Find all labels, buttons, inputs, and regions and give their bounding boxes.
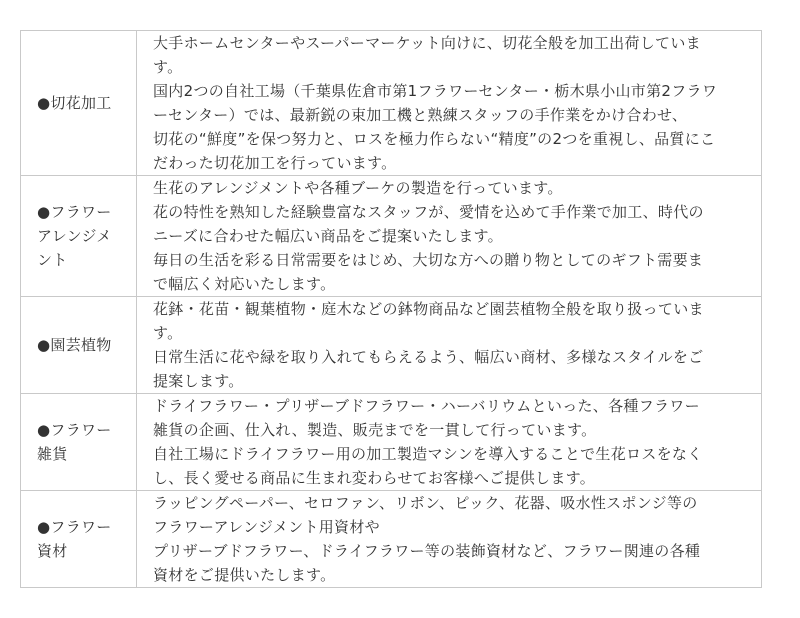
row-description-text: 雑貨の企画、仕入れ、製造、販売までを一貫して行っています。 bbox=[153, 421, 597, 439]
row-description-text: プリザーブドフラワー、ドライフラワー等の装飾資材など、フラワー関連の各種 bbox=[153, 542, 701, 560]
row-description-text: 提案します。 bbox=[153, 372, 244, 390]
row-description-text: 自社工場にドライフラワー用の加工製造マシンを導入することで生花ロスをなく bbox=[153, 445, 703, 463]
row-description-text: す。 bbox=[153, 324, 183, 342]
row-label-cell bbox=[21, 491, 137, 588]
row-description-text: し、長く愛せる商品に生まれ変わらせてお客様へご提供します。 bbox=[153, 469, 596, 487]
row-label-cell bbox=[21, 176, 137, 297]
row-label-text: アレンジメ bbox=[37, 227, 112, 245]
row-label-text: ント bbox=[37, 251, 68, 269]
row-label-text: ●切花加工 bbox=[37, 94, 112, 112]
row-label-cell bbox=[21, 297, 137, 394]
row-description-text: 切花の“鮮度”を保つ努力と、ロスを極力作らない“精度”の2つを重視し、品質にこ bbox=[153, 130, 716, 148]
row-label-text: ●フラワー bbox=[37, 421, 112, 439]
row-description-text: で幅広く対応いたします。 bbox=[153, 275, 336, 293]
row-label-text: ●フラワー bbox=[37, 203, 112, 221]
row-description-cell bbox=[137, 31, 762, 176]
row-description-text: 花の特性を熟知した経験豊富なスタッフが、愛情を込めて手作業で加工、時代の bbox=[153, 203, 704, 221]
row-description-cell bbox=[137, 176, 762, 297]
table-row bbox=[21, 31, 762, 176]
row-description-cell bbox=[137, 394, 762, 491]
row-description-text: す。 bbox=[153, 58, 183, 76]
row-description-cell bbox=[137, 491, 762, 588]
table-row bbox=[21, 176, 762, 297]
row-description-text: 毎日の生活を彩る日常需要をはじめ、大切な方への贈り物としてのギフト需要ま bbox=[153, 251, 704, 269]
row-description-text: だわった切花加工を行っています。 bbox=[153, 154, 397, 172]
row-description-text: 花鉢・花苗・観葉植物・庭木などの鉢物商品など園芸植物全般を取り扱っていま bbox=[153, 300, 704, 318]
table-row bbox=[21, 297, 762, 394]
row-description-text: 大手ホームセンターやスーパーマーケット向けに、切花全般を加工出荷していま bbox=[153, 34, 701, 52]
row-label-text: 資材 bbox=[37, 542, 68, 560]
business-table-body bbox=[21, 31, 762, 588]
row-description-text: 資材をご提供いたします。 bbox=[153, 566, 336, 584]
business-table bbox=[20, 30, 762, 588]
row-description-text: フラワーアレンジメント用資材や bbox=[153, 518, 380, 536]
table-row bbox=[21, 491, 762, 588]
row-label-text: 雑貨 bbox=[37, 445, 68, 463]
row-label-text: ●フラワー bbox=[37, 518, 112, 536]
row-label-cell bbox=[21, 31, 137, 176]
row-label-text: ●園芸植物 bbox=[37, 336, 112, 354]
row-description-text: ドライフラワー・プリザーブドフラワー・ハーバリウムといった、各種フラワー bbox=[153, 397, 700, 415]
row-description-cell bbox=[137, 297, 762, 394]
row-description-text: ラッピングペーパー、セロファン、リボン、ピック、花器、吸水性スポンジ等の bbox=[153, 494, 698, 512]
row-description-text: 生花のアレンジメントや各種ブーケの製造を行っています。 bbox=[153, 179, 563, 197]
row-label-cell bbox=[21, 394, 137, 491]
row-description-text: ニーズに合わせた幅広い商品をご提案いたします。 bbox=[153, 227, 503, 245]
table-row bbox=[21, 394, 762, 491]
row-description-text: ーセンター）では、最新鋭の束加工機と熟練スタッフの手作業をかけ合わせ、 bbox=[153, 106, 688, 124]
row-description-text: 日常生活に花や緑を取り入れてもらえるよう、幅広い商材、多様なスタイルをご bbox=[153, 348, 704, 366]
row-description-text: 国内2つの自社工場（千葉県佐倉市第1フラワーセンター・栃木県小山市第2フラワ bbox=[153, 82, 718, 100]
